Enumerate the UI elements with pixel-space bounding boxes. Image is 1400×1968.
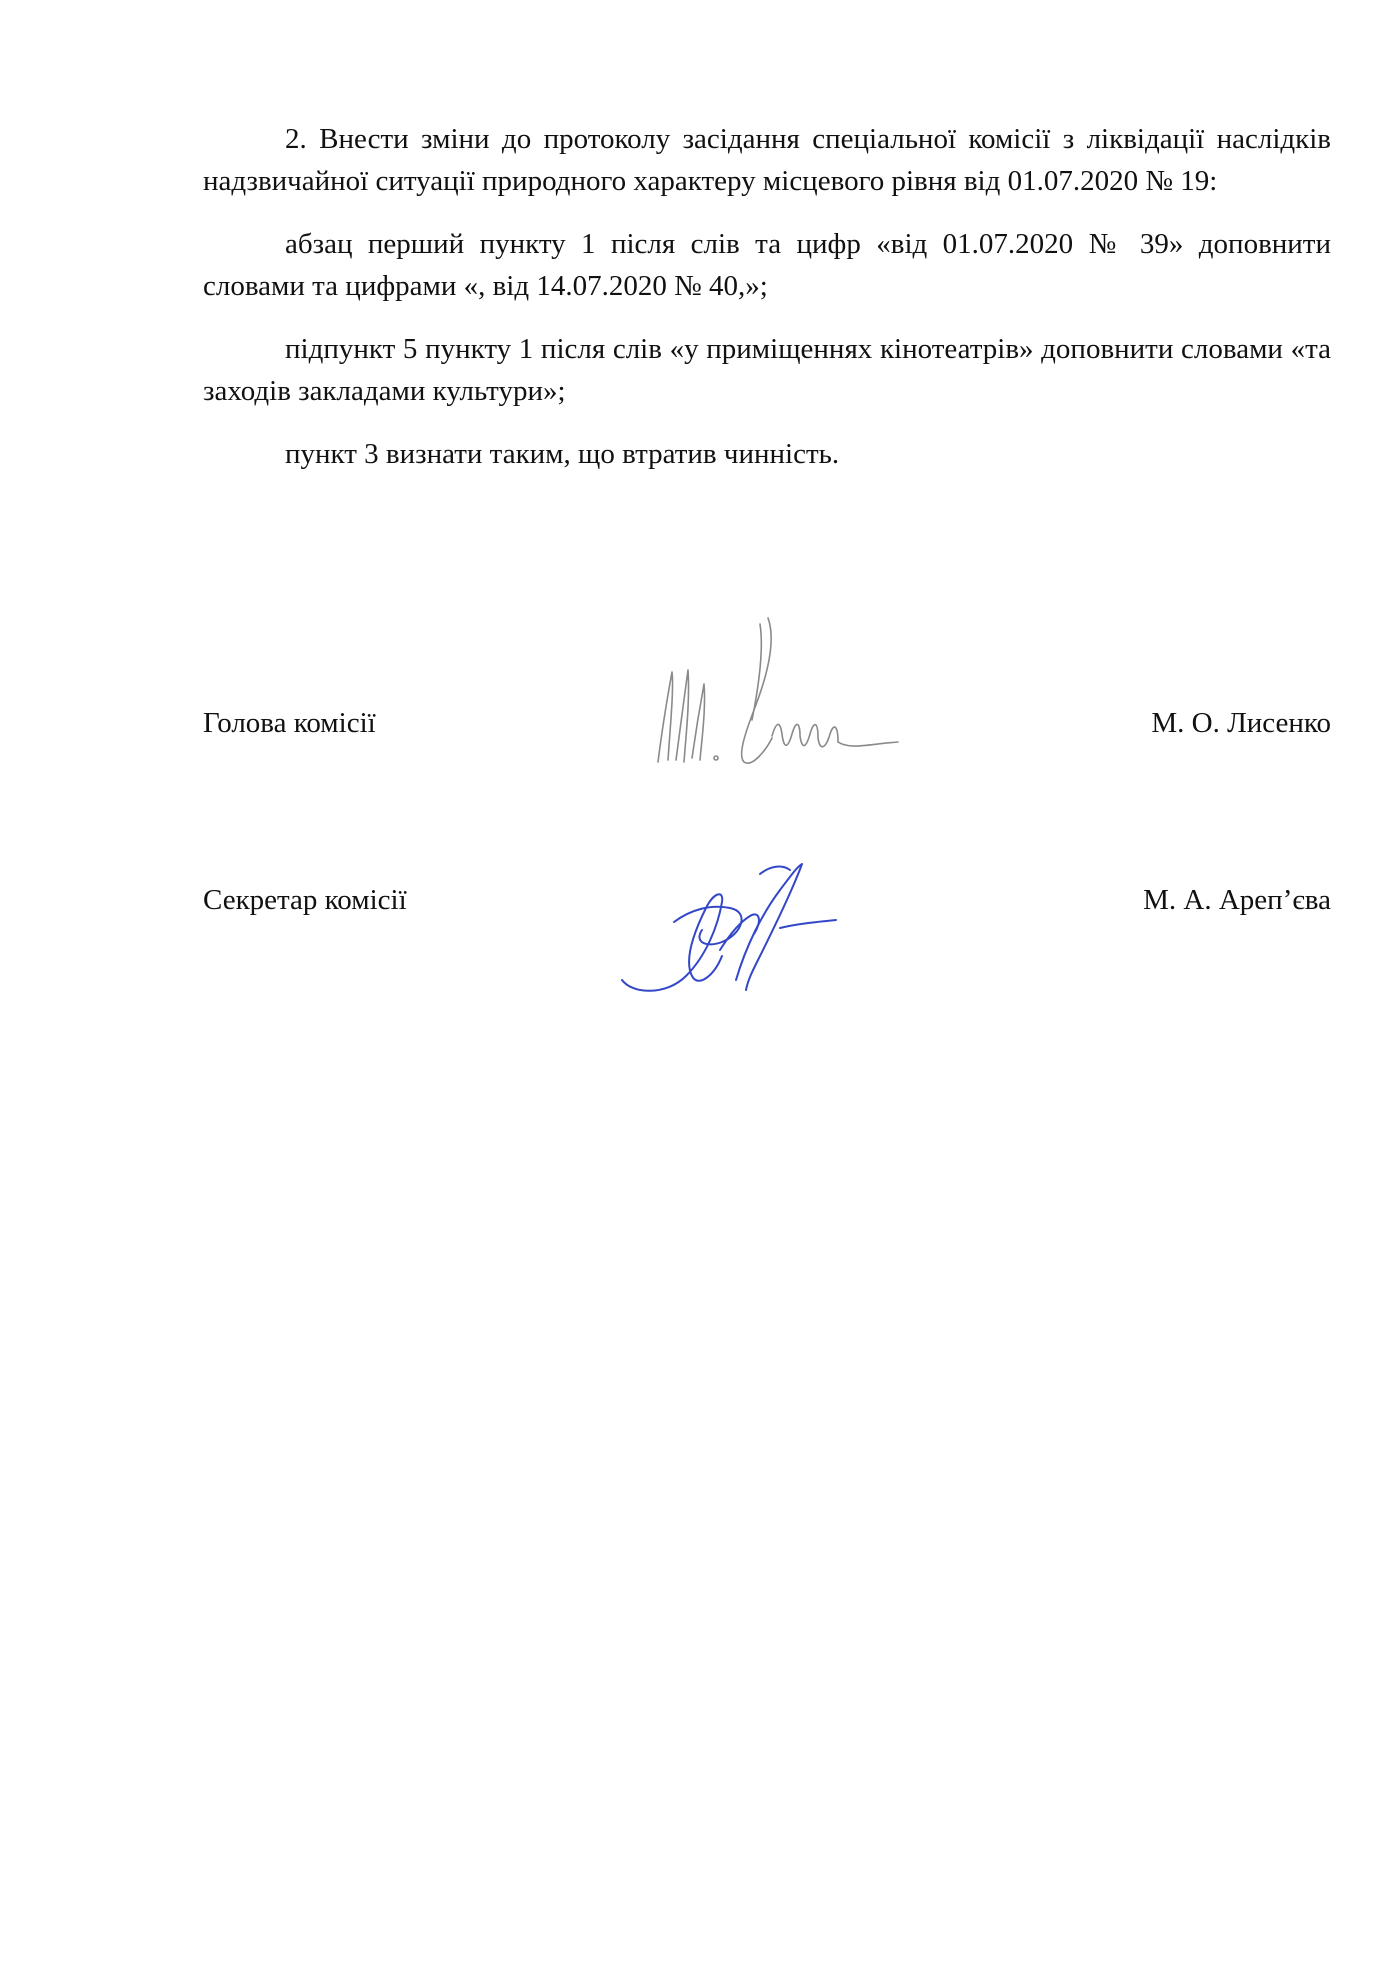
secretary-role-label: Секретар комісії <box>203 884 407 916</box>
secretary-name: М. А. Ареп’єва <box>1143 884 1331 916</box>
paragraph-amendment-intro: 2. Внести зміни до протоколу засідання спеціальної комісії з ліквідації наслідків надзвичайної ситуації природного характеру місцевого рівня від 01.07.2020 № 19: <box>203 123 1331 197</box>
paragraph-amendment-1: абзац перший пункту 1 після слів та цифр «від 01.07.2020 № 39» доповнити словами та цифрами «, від 14.07.2020 № 40,»; <box>203 228 1331 302</box>
secretary-handwritten-signature <box>610 830 870 1020</box>
chair-name: М. О. Лисенко <box>1151 707 1331 739</box>
paragraph-amendment-3: пункт 3 визнати таким, що втратив чинність. <box>285 438 840 470</box>
paragraph-amendment-2: підпункт 5 пункту 1 після слів «у приміщеннях кінотеатрів» доповнити словами «та заходів закладами культури»; <box>203 333 1331 407</box>
document-body <box>203 119 1331 498</box>
chair-handwritten-signature <box>640 610 900 800</box>
chair-role-label: Голова комісії <box>203 707 376 739</box>
